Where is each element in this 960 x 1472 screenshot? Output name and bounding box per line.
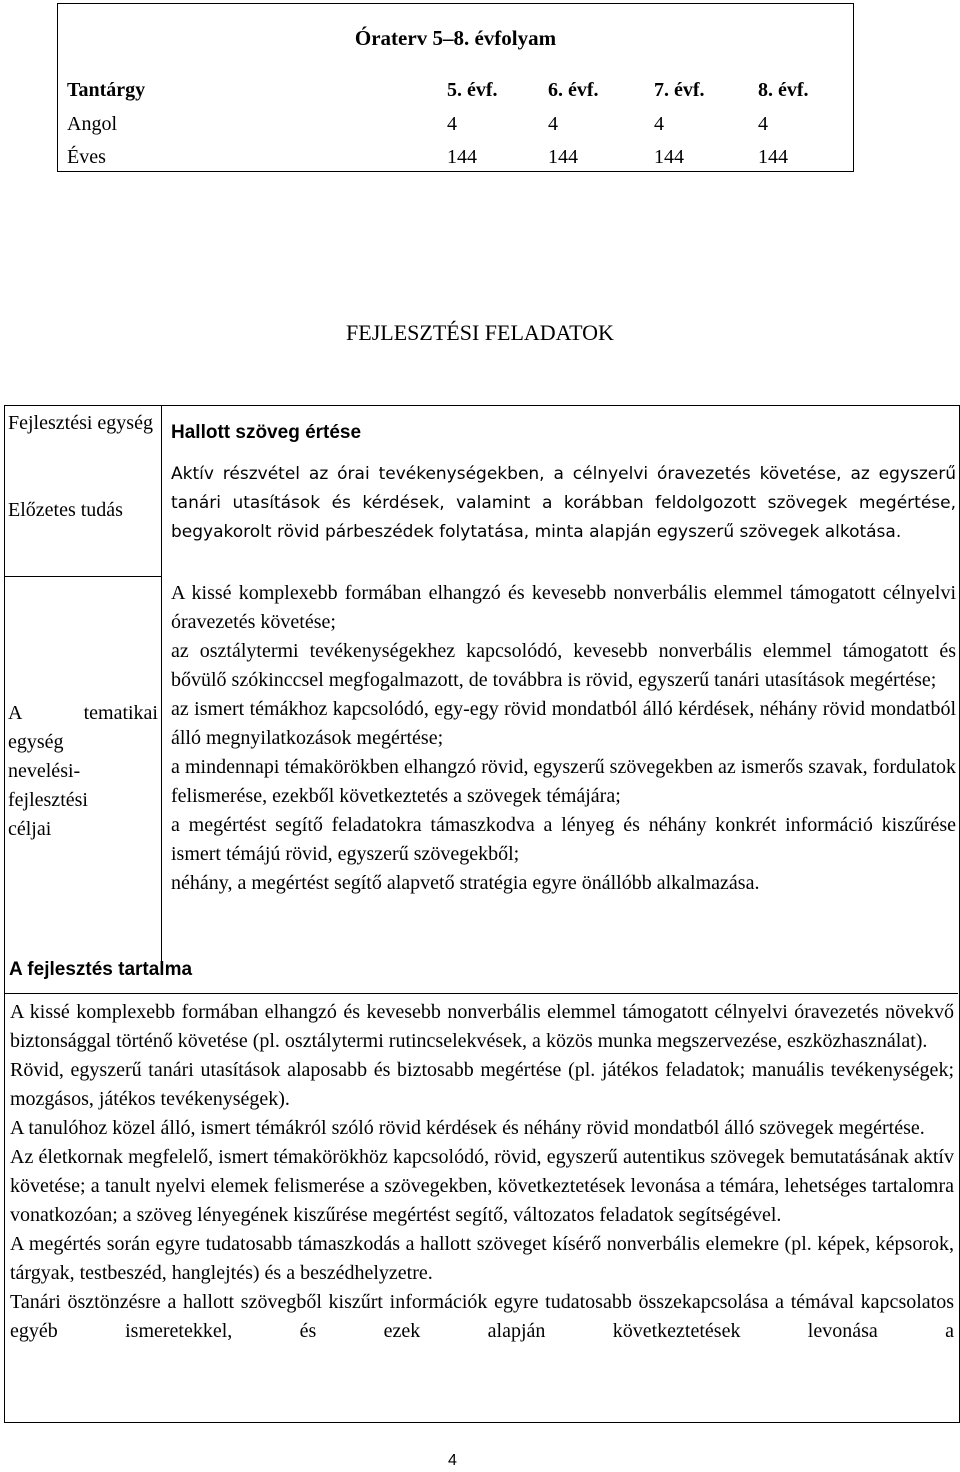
- schedule-table: [57, 3, 854, 172]
- section-heading: FEJLESZTÉSI FELADATOK: [346, 320, 614, 345]
- table-cell: 144: [548, 146, 578, 168]
- table-cell: 144: [447, 146, 477, 168]
- content-paragraph: Az életkornak megfelelő, ismert témakörökhöz kapcsolódó, rövid, egyszerű autentikus szövegek bemutatásának aktív követése; a tanult nyelvi elemek felismerése a szövegekben, következtetések levonása a témára, lehetséges tartalomra vonatkozóan; a szöveg lényegének kiszűrése megértést segítő, változatos feladatok segítségével.: [10, 1146, 954, 1226]
- goal-item: néhány, a megértést segítő alapvető stratégia egyre önállóbb alkalmazása.: [171, 872, 760, 894]
- table-cell: 4: [548, 113, 558, 135]
- header-cell-grade-6: 6. évf.: [548, 79, 599, 101]
- table-cell: 4: [758, 113, 768, 135]
- row-divider: [5, 993, 958, 994]
- unit-title: Hallott szöveg értése: [171, 422, 362, 443]
- schedule-table-header-row: [58, 79, 853, 107]
- column-divider: [161, 406, 162, 964]
- content-paragraph: Tanári ösztönzésre a hallott szövegből kiszűrt információk egyre tudatosabb összekapcsolása a témával kapcsolatos egyéb ismeretekkel, és ezek alapján következtetések levonása a: [10, 1291, 954, 1342]
- prior-knowledge-text: Aktív részvétel az órai tevékenységekben, a célnyelvi óravezetés követése, az egyszerű tanári utasítások és kérdések, valamint a korábban feldolgozott szövegek megértése, begyakorolt rövid párbeszédek folytatása, minta alapján egyszerű szövegek alkotása.: [171, 464, 956, 542]
- table-cell: 144: [654, 146, 684, 168]
- unit-table: [4, 405, 960, 1423]
- header-cell-grade-8: 8. évf.: [758, 79, 809, 101]
- table-cell: 4: [654, 113, 664, 135]
- header-cell-grade-5: 5. évf.: [447, 79, 498, 101]
- goal-item: az osztálytermi tevékenységekhez kapcsolódó, kevesebb nonverbális elemmel támogatott és bővülő szókinccsel megfogalmazott, de továbbra is rövid, egyszerű tanári utasítások megértése;: [171, 640, 956, 691]
- row-divider: [5, 576, 161, 577]
- content-paragraph: Rövid, egyszerű tanári utasítások alaposabb és biztosabb megértése (pl. játékos feladatok; manuális tevékenységek; mozgásos, játékos tevékenységek).: [10, 1059, 954, 1110]
- table-row: [58, 113, 853, 141]
- table-cell: Éves: [67, 146, 106, 168]
- table-cell: Angol: [67, 113, 117, 135]
- label-fejlesztesi-egyseg: Fejlesztési egység: [8, 412, 153, 434]
- goal-item: a megértést segítő feladatokra támaszkodva a lényeg és néhány konkrét információ kiszűrése ismert témájú rövid, egyszerű szövegekből;: [171, 814, 956, 865]
- development-goals: [171, 579, 956, 898]
- table-cell: 144: [758, 146, 788, 168]
- development-content: [10, 998, 954, 1346]
- content-heading: A fejlesztés tartalma: [9, 959, 193, 980]
- goal-item: A kissé komplexebb formában elhangzó és kevesebb nonverbális elemmel támogatott célnyelvi óravezetés követése;: [171, 582, 956, 633]
- page-number: 4: [448, 1452, 457, 1469]
- header-cell-subject: Tantárgy: [67, 79, 146, 101]
- header-cell-grade-7: 7. évf.: [654, 79, 705, 101]
- content-paragraph: A megértés során egyre tudatosabb támaszkodás a hallott szöveget kísérő nonverbális elemekre (pl. képek, képsorok, tárgyak, testbeszéd, hanglejtés) és a beszédhelyzetre.: [10, 1233, 954, 1284]
- label-tematikai-rest: egység nevelési-fejlesztési céljai: [8, 731, 88, 840]
- table-cell: 4: [447, 113, 457, 135]
- content-paragraph: A tanulóhoz közel álló, ismert témákról szóló rövid kérdések és néhány rövid mondatból álló szövegek megértése.: [10, 1117, 925, 1139]
- goal-item: az ismert témákhoz kapcsolódó, egy-egy rövid mondatból álló kérdések, néhány rövid mondatból álló megnyilatkozások megértése;: [171, 698, 956, 749]
- goal-item: a mindennapi témakörökben elhangzó rövid, egyszerű szövegekben az ismerős szavak, fordulatok felismerése, ezekből következtetés a szövegek témájára;: [171, 756, 956, 807]
- label-tematikai-line1: A tematikai: [8, 702, 158, 724]
- table-row: [58, 146, 853, 174]
- label-elozetes-tudas: Előzetes tudás: [8, 499, 123, 521]
- schedule-table-title: Óraterv 5–8. évfolyam: [354, 26, 557, 50]
- content-paragraph: A kissé komplexebb formában elhangzó és kevesebb nonverbális elemmel támogatott célnyelvi óravezetés növekvő biztonsággal történő követése (pl. osztálytermi rutincselekvések, a közös munka megszervezése, eszközhasználat).: [10, 1001, 954, 1052]
